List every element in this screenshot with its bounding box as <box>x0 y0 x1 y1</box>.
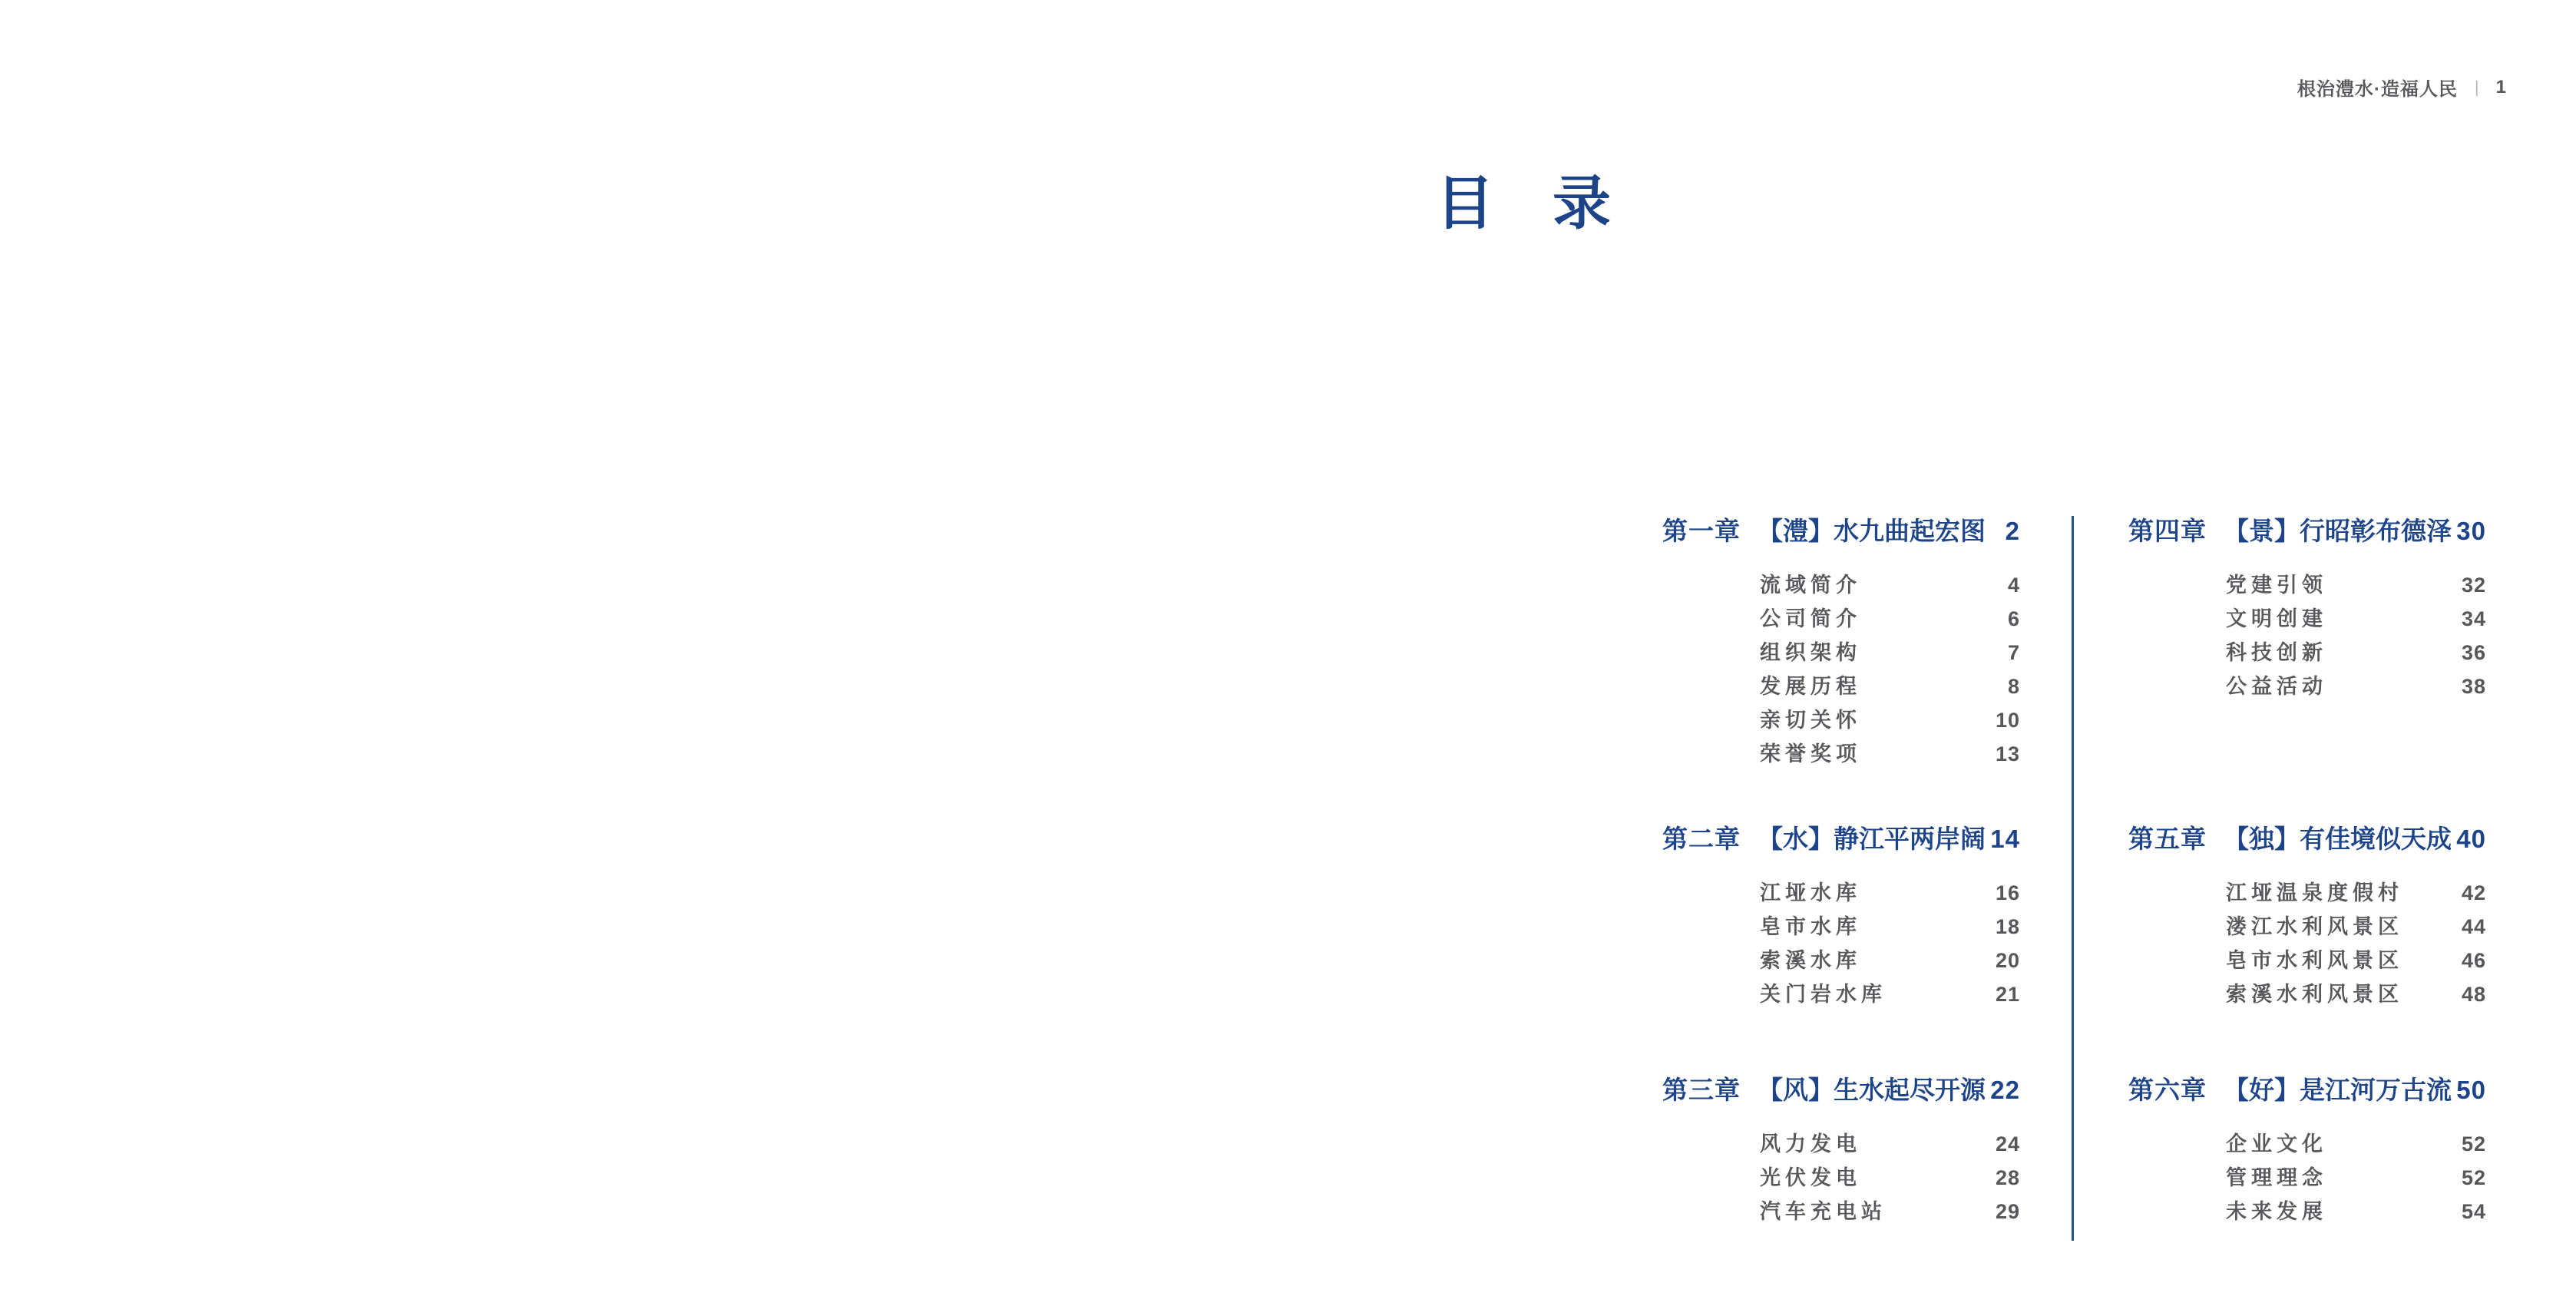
entry-page: 21 <box>1995 983 2020 1006</box>
chapter-block-4 <box>2128 514 2486 703</box>
toc-column-right <box>2128 0 2486 1306</box>
chapter-2-number: 第二章 <box>1662 825 1741 853</box>
entry-page: 42 <box>2461 881 2486 904</box>
entry-label: 亲切关怀 <box>1760 709 1861 732</box>
entry-page: 46 <box>2461 949 2486 972</box>
toc-entry[interactable] <box>2128 1161 2486 1195</box>
entry-label: 荣誉奖项 <box>1760 742 1861 765</box>
chapter-3-items <box>1662 1127 2020 1228</box>
toc-column-left <box>1662 0 2020 1306</box>
header-page-number: 1 <box>2495 76 2506 98</box>
toc-entry[interactable] <box>1662 568 2020 602</box>
entry-label: 科技创新 <box>2226 641 2327 664</box>
toc-entry[interactable] <box>2128 1127 2486 1161</box>
entry-label: 汽车充电站 <box>1760 1200 1887 1223</box>
toc-entry[interactable] <box>1662 1127 2020 1161</box>
chapter-6-items <box>2128 1127 2486 1228</box>
toc-entry[interactable] <box>2128 876 2486 910</box>
chapter-4-items <box>2128 568 2486 703</box>
chapter-5-heading[interactable] <box>2128 822 2486 856</box>
toc-entry[interactable] <box>1662 602 2020 636</box>
entry-label: 未来发展 <box>2226 1200 2327 1223</box>
entry-label: 风力发电 <box>1760 1132 1861 1156</box>
entry-label: 流域简介 <box>1760 574 1861 597</box>
chapter-2-items <box>1662 876 2020 1011</box>
chapter-6-heading[interactable] <box>2128 1073 2486 1107</box>
chapter-block-2 <box>1662 822 2020 1011</box>
chapter-1-page: 2 <box>2005 517 2020 545</box>
toc-entry[interactable] <box>2128 602 2486 636</box>
toc-entry[interactable] <box>2128 944 2486 977</box>
chapter-block-3 <box>1662 1073 2020 1228</box>
entry-label: 溇江水利风景区 <box>2226 915 2403 938</box>
chapter-1-title: 【澧】水九曲起宏图 <box>1758 517 1986 545</box>
header-slogan: 根治澧水·造福人民 <box>2297 79 2458 100</box>
entry-label: 发展历程 <box>1760 675 1861 698</box>
entry-page: 18 <box>1995 915 2020 938</box>
chapter-block-1 <box>1662 514 2020 771</box>
entry-label: 皂市水库 <box>1760 915 1861 938</box>
entry-label: 江垭温泉度假村 <box>2226 881 2403 904</box>
entry-page: 13 <box>1995 742 2020 765</box>
toc-entry[interactable] <box>1662 636 2020 670</box>
toc-entry[interactable] <box>1662 977 2020 1011</box>
entry-page: 38 <box>2461 675 2486 698</box>
entry-label: 皂市水利风景区 <box>2226 949 2403 972</box>
chapter-2-page: 14 <box>1990 825 2020 853</box>
chapter-block-6 <box>2128 1073 2486 1228</box>
toc-entry[interactable] <box>2128 636 2486 670</box>
entry-page: 6 <box>2007 607 2020 630</box>
entry-page: 32 <box>2461 574 2486 597</box>
entry-page: 10 <box>1995 709 2020 732</box>
chapter-block-5 <box>2128 822 2486 1011</box>
chapter-3-heading[interactable] <box>1662 1073 2020 1107</box>
entry-label: 江垭水库 <box>1760 881 1861 904</box>
chapter-5-items <box>2128 876 2486 1011</box>
chapter-1-heading[interactable] <box>1662 514 2020 548</box>
chapter-5-page: 40 <box>2456 825 2486 853</box>
chapter-5-number: 第五章 <box>2128 825 2207 853</box>
chapter-3-number: 第三章 <box>1662 1076 1741 1104</box>
chapter-4-heading[interactable] <box>2128 514 2486 548</box>
entry-page: 8 <box>2007 675 2020 698</box>
chapter-2-title: 【水】静江平两岸阔 <box>1758 825 1986 853</box>
entry-label: 企业文化 <box>2226 1132 2327 1156</box>
entry-label: 公益活动 <box>2226 675 2327 698</box>
toc-entry[interactable] <box>1662 737 2020 771</box>
toc-entry[interactable] <box>2128 977 2486 1011</box>
toc-entry[interactable] <box>2128 670 2486 703</box>
chapter-6-title: 【好】是江河万古流 <box>2224 1076 2452 1104</box>
entry-label: 管理理念 <box>2226 1166 2327 1189</box>
toc-entry[interactable] <box>1662 1161 2020 1195</box>
entry-page: 24 <box>1995 1132 2020 1156</box>
page-title: 目 录 <box>1436 171 1611 236</box>
chapter-6-page: 50 <box>2456 1076 2486 1104</box>
column-divider <box>2072 516 2074 1241</box>
toc-entry[interactable] <box>1662 1195 2020 1228</box>
entry-page: 54 <box>2461 1200 2486 1223</box>
toc-entry[interactable] <box>1662 670 2020 703</box>
toc-entry[interactable] <box>1662 910 2020 944</box>
chapter-3-page: 22 <box>1990 1076 2020 1104</box>
toc-entry[interactable] <box>2128 910 2486 944</box>
entry-page: 34 <box>2461 607 2486 630</box>
entry-label: 文明创建 <box>2226 607 2327 630</box>
entry-page: 44 <box>2461 915 2486 938</box>
entry-label: 公司简介 <box>1760 607 1861 630</box>
chapter-5-title: 【独】有佳境似天成 <box>2224 825 2452 853</box>
entry-page: 52 <box>2461 1166 2486 1189</box>
toc-entry[interactable] <box>1662 944 2020 977</box>
entry-label: 党建引领 <box>2226 574 2327 597</box>
entry-label: 光伏发电 <box>1760 1166 1861 1189</box>
chapter-2-heading[interactable] <box>1662 822 2020 856</box>
toc-entry[interactable] <box>2128 1195 2486 1228</box>
chapter-6-number: 第六章 <box>2128 1076 2207 1104</box>
toc-entry[interactable] <box>1662 703 2020 737</box>
toc-entry[interactable] <box>2128 568 2486 602</box>
header-separator: | <box>2474 77 2479 97</box>
entry-label: 关门岩水库 <box>1760 983 1887 1006</box>
entry-page: 7 <box>2007 641 2020 664</box>
chapter-4-number: 第四章 <box>2128 517 2207 545</box>
chapter-4-page: 30 <box>2456 517 2486 545</box>
chapter-1-items <box>1662 568 2020 771</box>
chapter-4-title: 【景】行昭彰布德泽 <box>2224 517 2452 545</box>
entry-page: 48 <box>2461 983 2486 1006</box>
entry-page: 28 <box>1995 1166 2020 1189</box>
entry-page: 20 <box>1995 949 2020 972</box>
chapter-1-number: 第一章 <box>1662 517 1741 545</box>
entry-page: 16 <box>1995 881 2020 904</box>
entry-page: 36 <box>2461 641 2486 664</box>
entry-label: 索溪水利风景区 <box>2226 983 2403 1006</box>
entry-page: 29 <box>1995 1200 2020 1223</box>
entry-page: 4 <box>2007 574 2020 597</box>
entry-label: 组织架构 <box>1760 641 1861 664</box>
toc-entry[interactable] <box>1662 876 2020 910</box>
entry-page: 52 <box>2461 1132 2486 1156</box>
entry-label: 索溪水库 <box>1760 949 1861 972</box>
chapter-3-title: 【风】生水起尽开源 <box>1758 1076 1986 1104</box>
